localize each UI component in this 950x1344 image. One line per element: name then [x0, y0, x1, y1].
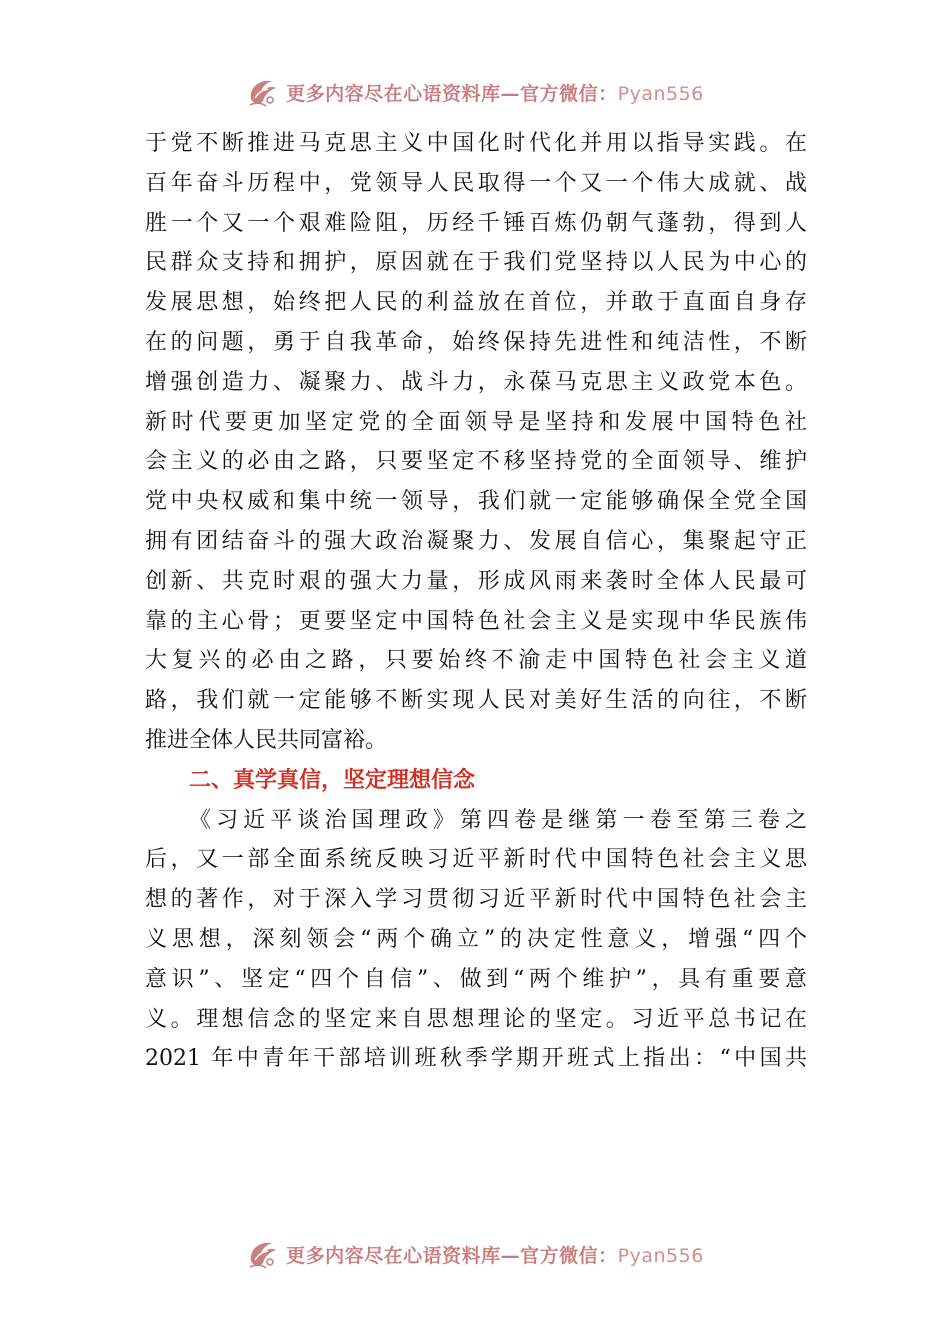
- document-body: [145, 124, 807, 1079]
- text-line: 想的著作，对于深入学习贯彻习近平新时代中国特色社会主: [145, 887, 807, 913]
- text-line: 百年奋斗历程中，党领导人民取得一个又一个伟大成就、战: [145, 170, 807, 196]
- text-line: 后，又一部全面系统反映习近平新时代中国特色社会主义思: [145, 847, 807, 873]
- text-line: 增强创造力、凝聚力、战斗力，永葆马克思主义政党本色。: [145, 369, 807, 395]
- text-line: 新时代要更加坚定党的全面领导是坚持和发展中国特色社: [145, 409, 807, 435]
- text-line: 在的问题，勇于自我革命，始终保持先进性和纯洁性，不断: [145, 329, 807, 355]
- text-line: 靠的主心骨；更要坚定中国特色社会主义是实现中华民族伟: [145, 608, 807, 634]
- watermark-text: [286, 79, 704, 106]
- paragraph-1: [145, 124, 807, 761]
- text-line: 2021 年中青年干部培训班秋季学期开班式上指出：“中国共: [145, 1046, 807, 1072]
- leaf-swirl-logo-icon: [246, 1237, 280, 1271]
- watermark-label: 更多内容尽在心语资料库—官方微信：: [286, 1244, 618, 1267]
- text-line: 义思想，深刻领会“两个确立”的决定性意义，增强“四个: [145, 926, 807, 952]
- header-watermark: [0, 70, 950, 114]
- watermark-text: [286, 1241, 704, 1268]
- text-line: 于党不断推进马克思主义中国化时代化并用以指导实践。在: [145, 131, 807, 156]
- watermark-label: 更多内容尽在心语资料库—官方微信：: [286, 82, 618, 105]
- text-line: 胜一个又一个艰难险阻，历经千锤百炼仍朝气蓬勃，得到人: [145, 210, 807, 236]
- text-line: 会主义的必由之路，只要坚定不移坚持党的全面领导、维护: [145, 449, 807, 475]
- text-line: 推进全体人民共同富裕。: [145, 727, 388, 753]
- text-line: 创新、共克时艰的强大力量，形成风雨来袭时全体人民最可: [145, 568, 807, 594]
- section-heading: 二、真学真信，坚定理想信念: [189, 767, 476, 793]
- paragraph-2: [145, 801, 807, 1080]
- text-line: 大复兴的必由之路，只要始终不渝走中国特色社会主义道: [145, 648, 807, 674]
- text-line: 意识”、坚定“四个自信”、做到“两个维护”，具有重要意: [145, 966, 807, 992]
- watermark-wechat-id: Pyan556: [617, 1244, 704, 1267]
- text-line: 党中央权威和集中统一领导，我们就一定能够确保全党全国: [145, 489, 807, 515]
- text-line: 路，我们就一定能够不断实现人民对美好生活的向往，不断: [145, 688, 807, 714]
- leaf-swirl-logo-icon: [246, 75, 280, 109]
- text-line: 发展思想，始终把人民的利益放在首位，并敢于直面自身存: [145, 290, 807, 316]
- text-line: 民群众支持和拥护，原因就在于我们党坚持以人民为中心的: [145, 250, 807, 276]
- text-line: 《习近平谈治国理政》第四卷是继第一卷至第三卷之: [189, 807, 807, 833]
- text-line: 拥有团结奋斗的强大政治凝聚力、发展自信心，集聚起守正: [145, 528, 807, 554]
- watermark-wechat-id: Pyan556: [617, 82, 704, 105]
- text-line: 义。理想信念的坚定来自思想理论的坚定。习近平总书记在: [145, 1006, 807, 1032]
- footer-watermark: [0, 1232, 950, 1276]
